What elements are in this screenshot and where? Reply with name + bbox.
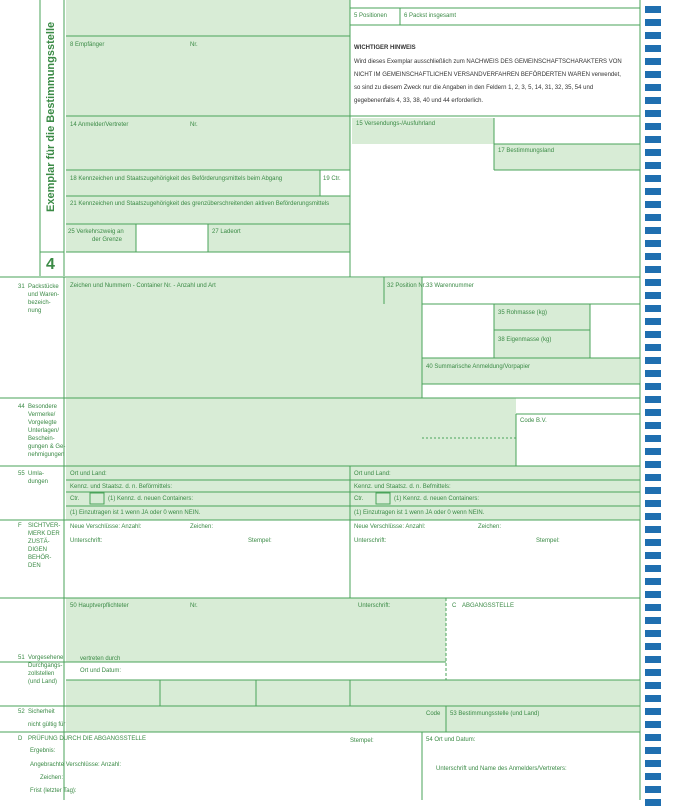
field-44-label: Beschein- (28, 436, 55, 442)
notice-line: gegebenenfalls 4, 33, 38, 40 und 44 erforderlich. (354, 98, 484, 104)
stempel-left: Stempel: (248, 538, 272, 544)
field-55-label: Umla- (28, 471, 44, 477)
field-50-unterschrift: Unterschrift: (358, 603, 391, 609)
frist-label: Frist (letzter Tag): (30, 788, 77, 794)
ort-datum-label: Ort und Datum: (80, 668, 122, 674)
field-17-label: 17 Bestimmungsland (498, 148, 555, 154)
perforation-mark (645, 630, 661, 637)
perforation-mark (645, 227, 661, 234)
unterschrift-right: Unterschrift: (354, 538, 387, 544)
perforation-mark (645, 175, 661, 182)
field-53-label: 53 Bestimmungsstelle (und Land) (450, 711, 540, 717)
field-44-number: 44 (18, 404, 25, 410)
field-31-number: 31 (18, 284, 25, 290)
perforation-mark (645, 71, 661, 78)
zeichen-d: Zeichen: (40, 775, 64, 781)
perforation-mark (645, 32, 661, 39)
copy-number: 4 (46, 256, 55, 273)
perforation-mark (645, 19, 661, 26)
perforation-mark (645, 669, 661, 676)
field-31-label: Packstücke (28, 284, 59, 290)
stempel-right: Stempel: (536, 538, 560, 544)
perforation-mark (645, 604, 661, 611)
perforation-mark (645, 656, 661, 663)
field-54-label: 54 Ort und Datum: (426, 737, 476, 743)
perforation-mark (645, 58, 661, 65)
perforation-mark (645, 721, 661, 728)
field-c-label: ABGANGSSTELLE (462, 603, 515, 609)
perforation-mark (645, 552, 661, 559)
perforation-mark (645, 149, 661, 156)
field-14-nr: Nr. (190, 122, 198, 128)
field-31-label: und Waren- (28, 292, 60, 298)
perforation-mark (645, 45, 661, 52)
field-44-label: Vorgelegte (28, 420, 57, 426)
field-f-label: MERK DER (28, 531, 60, 537)
field-c-letter: C (452, 603, 457, 609)
ctr-right: Ctr. (354, 496, 364, 502)
perforation-mark (645, 773, 661, 780)
perforation-mark (645, 344, 661, 351)
code-bv-label: Code B.V. (520, 418, 547, 424)
unterschrift-name-label: Unterschrift und Name des Anmelders/Vertreters: (436, 766, 567, 772)
perforation-mark (645, 539, 661, 546)
notice-title: WICHTIGER HINWEIS (354, 45, 416, 51)
perforation-mark (645, 201, 661, 208)
vertreten-label: vertreten durch (80, 656, 121, 662)
perforation-mark (645, 110, 661, 117)
field-25-label-2: der Grenze (92, 237, 123, 243)
ort-land-left: Ort und Land: (70, 471, 107, 477)
field-44-label: Vermerke/ (28, 412, 56, 418)
field-15-label: 15 Versendungs-/Ausfuhrland (356, 121, 436, 127)
perforation-mark (645, 591, 661, 598)
field-51-label: Durchgangs- (28, 663, 63, 669)
perforation-mark (645, 747, 661, 754)
field-51-label: zollstellen (28, 671, 55, 677)
perforation-mark (645, 461, 661, 468)
perforation-mark (645, 292, 661, 299)
field-8-label: 8 Empfänger (70, 42, 105, 48)
ort-land-right: Ort und Land: (354, 471, 391, 477)
perforation-mark (645, 331, 661, 338)
perforation-mark (645, 422, 661, 429)
field-44-label: nehmigungen (28, 452, 65, 458)
perforation-mark (645, 513, 661, 520)
perforation-mark (645, 708, 661, 715)
perforation-mark (645, 279, 661, 286)
field-f-label: SICHTVER- (28, 523, 61, 529)
field-51-number: 51 (18, 655, 25, 661)
field-35-label: 35 Rohmasse (kg) (498, 310, 548, 316)
zeichen-left: Zeichen: (190, 524, 214, 530)
perforation-mark (645, 136, 661, 143)
perforation-mark (645, 682, 661, 689)
perforation-mark (645, 253, 661, 260)
angebrachte-label: Angebrachte Verschlüsse: Anzahl: (30, 762, 122, 768)
perforation-mark (645, 734, 661, 741)
neue-verschl-left: Neue Verschlüsse: Anzahl: (70, 524, 142, 530)
perforation-mark (645, 214, 661, 221)
perforation-mark (645, 383, 661, 390)
perforation-mark (645, 695, 661, 702)
field-52-label: Sicherheit (28, 709, 55, 715)
field-f-label: DIGEN (28, 547, 48, 553)
perforation-mark (645, 305, 661, 312)
perforation-mark (645, 474, 661, 481)
field-50-nr: Nr. (190, 603, 198, 609)
perforation-mark (645, 617, 661, 624)
perforation-mark (645, 396, 661, 403)
field-51-label: (und Land) (28, 679, 58, 685)
ctr-info-right: (1) Kennz. d. neuen Containers: (394, 496, 480, 502)
perforation-mark (645, 240, 661, 247)
perforation-mark (645, 487, 661, 494)
field-33-label: 33 Warennummer (426, 283, 474, 289)
ersatz-left: (1) Einzutragen ist 1 wenn JA oder 0 wenn NEIN. (70, 510, 201, 516)
perforation-mark (645, 435, 661, 442)
unterschrift-left: Unterschrift: (70, 538, 103, 544)
nicht-gueltig-label: nicht gültig für (28, 722, 66, 728)
field-32-label: 32 Position Nr. (387, 283, 427, 289)
field-55-label: dungen (28, 479, 49, 485)
field-d-label: PRÜFUNG DURCH DIE ABGANGSSTELLE (28, 736, 147, 742)
field-44-label: Unterlagen/ (28, 428, 60, 434)
field-f-label: DEN (28, 563, 41, 569)
field-40-label: 40 Summarische Anmeldung/Vorpapier (426, 364, 531, 370)
kennz-right: Kennz. und Staatsz. d. n. Befmittels: (354, 484, 451, 490)
field-5-label: 5 Positionen (354, 13, 388, 19)
field-55-number: 55 (18, 471, 25, 477)
field-f-label: BEHÖR- (28, 555, 52, 561)
field-25-label: 25 Verkehrszweig an (68, 229, 124, 235)
field-21-label: 21 Kennzeichen und Staatszugehörigkeit des grenzüberschreitenden aktiven Beförderungsmittels (70, 201, 330, 207)
perforation-mark (645, 6, 661, 13)
field-44-label: gungen & Ge- (28, 444, 66, 450)
perforation-mark (645, 162, 661, 169)
field-31-label: nung (28, 308, 42, 314)
field-38-label: 38 Eigenmasse (kg) (498, 337, 552, 343)
ersatz-right: (1) Einzutragen ist 1 wenn JA oder 0 wenn NEIN. (354, 510, 485, 516)
perforation-mark (645, 799, 661, 806)
field-f-letter: F (18, 523, 22, 529)
field-31-text: Zeichen und Nummern - Container Nr. - Anzahl und Art (70, 283, 216, 289)
perforation-mark (645, 448, 661, 455)
ctr-info-left: (1) Kennz. d. neuen Containers: (108, 496, 194, 502)
field-6-label: 6 Packst insgesamt (404, 13, 457, 19)
field-f-label: ZUSTÄ- (28, 539, 50, 545)
field-31-label: bezeich- (28, 300, 51, 306)
field-19-label: 19 Ctr. (323, 176, 341, 182)
notice-line: NICHT IM GEMEINSCHAFTLICHEN VERSANDVERFAHREN BEFÖRDERTEN WAREN verwendet, (354, 72, 621, 78)
perforation-mark (645, 266, 661, 273)
field-d-letter: D (18, 736, 23, 742)
perforation-mark (645, 786, 661, 793)
perforation-mark (645, 578, 661, 585)
perforation-mark (645, 97, 661, 104)
perforation-mark (645, 500, 661, 507)
perforation-mark (645, 526, 661, 533)
perforation-mark (645, 84, 661, 91)
kennz-left: Kennz. und Staatsz. d. n. Beförmittels: (70, 484, 173, 490)
notice-line: Wird dieses Exemplar ausschließlich zum NACHWEIS DES GEMEINSCHAFTSCHARAKTERS VON (354, 59, 622, 65)
notice-line: so sind zu diesem Zweck nur die Angaben in den Feldern 1, 2, 3, 5, 14, 31, 32, 35, 54 und (354, 85, 594, 91)
perforation-mark (645, 565, 661, 572)
field-51-label: Vorgesehene (28, 655, 64, 661)
copy-vertical-title: Exemplar für die Bestimmungsstelle (45, 21, 57, 212)
perforation-mark (645, 760, 661, 767)
perforation-mark (645, 643, 661, 650)
field-8-nr: Nr. (190, 42, 198, 48)
ergebnis-label: Ergebnis: (30, 748, 56, 754)
perforation-mark (645, 357, 661, 364)
neue-verschl-right: Neue Verschlüsse: Anzahl: (354, 524, 426, 530)
zeichen-right: Zeichen: (478, 524, 502, 530)
perforation-mark (645, 370, 661, 377)
perforation-mark (645, 188, 661, 195)
field-50-label: 50 Hauptverpflichteter (70, 603, 129, 609)
perforation-mark (645, 123, 661, 130)
field-27-label: 27 Ladeort (212, 229, 241, 235)
field-14-label: 14 Anmelder/Vertreter (70, 122, 129, 128)
stempel-d: Stempel: (350, 738, 374, 744)
ctr-left: Ctr. (70, 496, 80, 502)
perforation-mark (645, 318, 661, 325)
code-label: Code (426, 711, 441, 717)
field-52-number: 52 (18, 709, 25, 715)
field-44-label: Besondere (28, 404, 58, 410)
perforation-mark (645, 409, 661, 416)
field-18-label: 18 Kennzeichen und Staatszugehörigkeit des Beförderungsmittels beim Abgang (70, 176, 283, 182)
